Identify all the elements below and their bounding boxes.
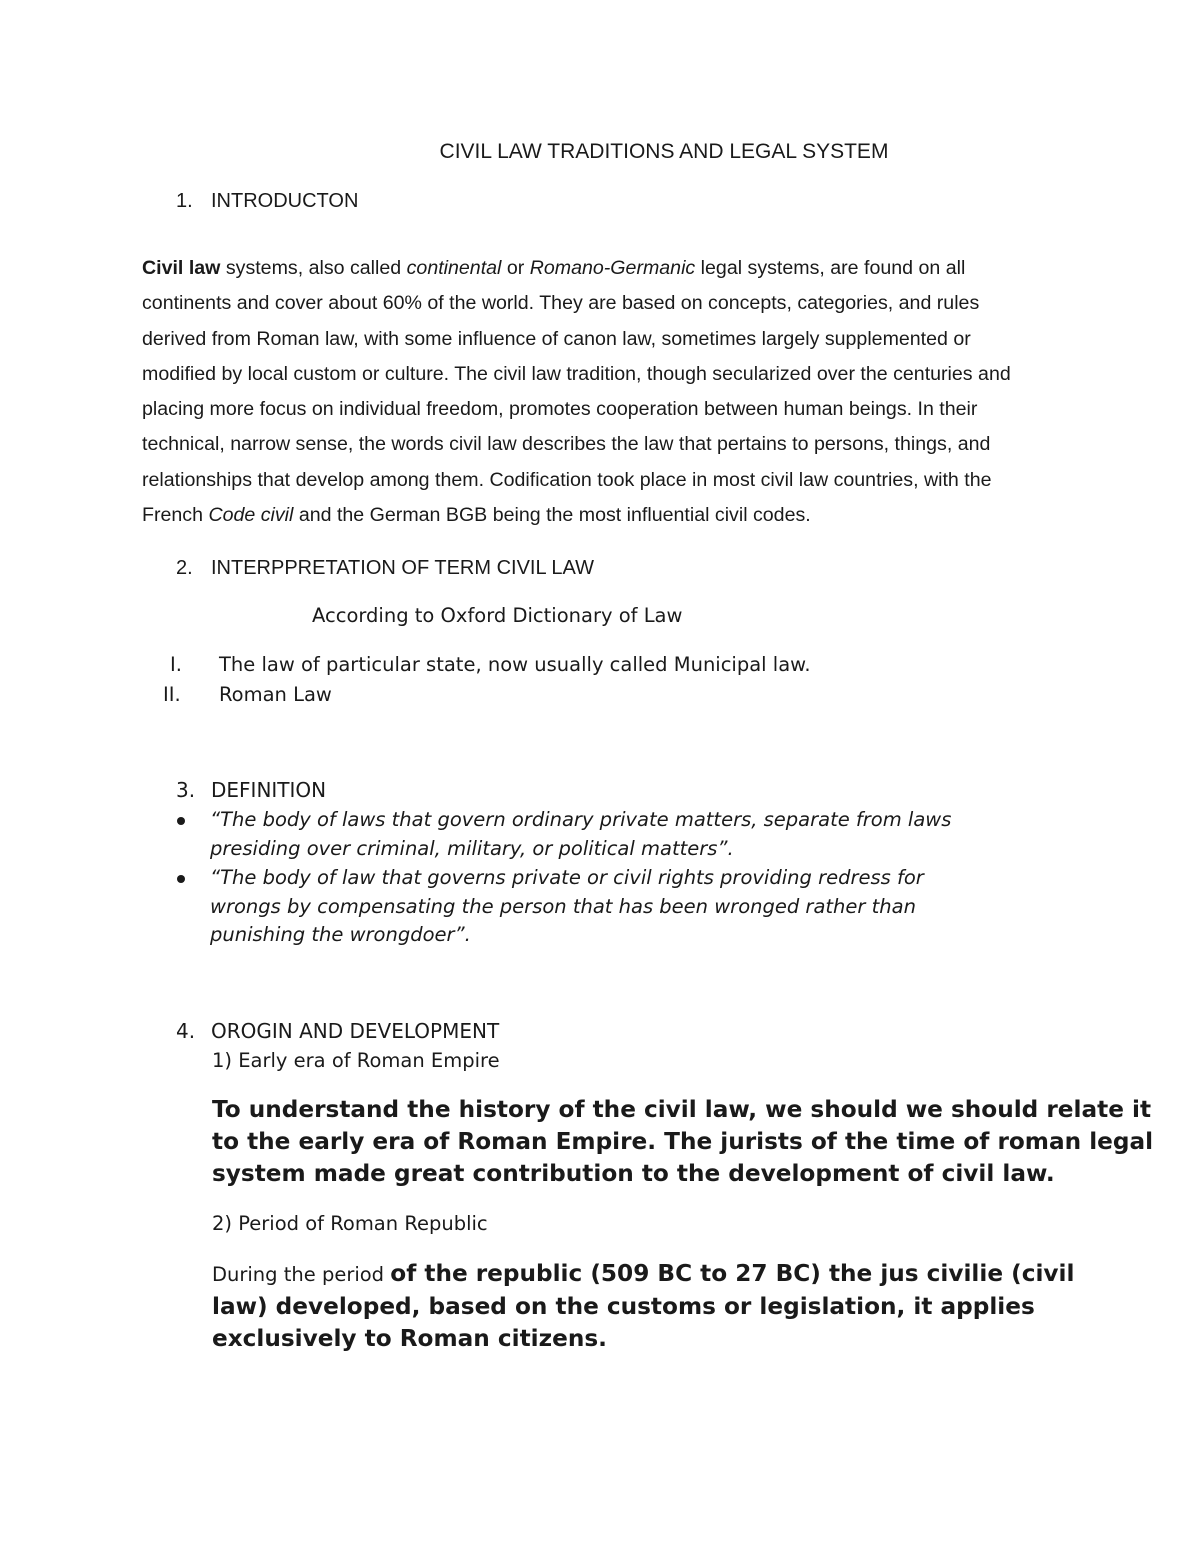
roman-item-2: Roman Law — [219, 683, 332, 706]
quote-2-line-3: punishing the wrongdoer”. — [210, 923, 471, 947]
bullet-dot-2 — [177, 875, 185, 883]
section-3-number: 3. — [176, 778, 196, 802]
section-3-heading: DEFINITION — [211, 778, 327, 802]
republic-line-2: law) developed, based on the customs or legislation, it applies — [212, 1293, 1035, 1320]
intro-line-7: relationships that develop among them. Codification took place in most civil law countries, with the — [142, 468, 992, 491]
continental-term: continental — [406, 257, 502, 279]
quote-2-line-2: wrongs by compensating the person that has been wronged rather than — [210, 894, 916, 918]
intro-line-1-part-a: systems, also called — [220, 257, 407, 279]
roman-marker-1: I. — [170, 653, 182, 676]
oxford-subheading: According to Oxford Dictionary of Law — [312, 604, 683, 627]
section-1-number: 1. — [176, 190, 193, 212]
intro-line-1-part-c: legal systems, are found on all — [695, 257, 966, 279]
intro-paragraph — [142, 251, 1072, 533]
section-4-heading: OROGIN AND DEVELOPMENT — [211, 1019, 500, 1043]
section-2-heading: INTERPPRETATION OF TERM CIVIL LAW — [211, 557, 594, 579]
subsection-2-label: 2) Period of Roman Republic — [212, 1212, 488, 1235]
quote-2-line-1: “The body of law that governs private or civil rights providing redress for — [210, 866, 924, 889]
romano-germanic-term: Romano-Germanic — [529, 257, 696, 279]
definition-quote-1 — [210, 806, 951, 863]
intro-line-8-part-a: French — [142, 504, 209, 527]
roman-marker-2: II. — [163, 683, 181, 706]
early-era-line-1: To understand the history of the civil law, we should we should relate it — [212, 1096, 1152, 1123]
republic-paragraph — [212, 1258, 1074, 1355]
intro-line-2: continents and cover about 60% of the world. They are based on concepts, categories, and rules — [142, 292, 980, 315]
quote-1-line-2: presiding over criminal, military, or political matters”. — [210, 836, 734, 860]
intro-line-3: derived from Roman law, with some influence of canon law, sometimes largely supplemented or — [142, 327, 971, 350]
definition-quote-2 — [210, 864, 924, 950]
republic-line-1-bold: of the republic (509 BC to 27 BC) the jus civilie (civil — [390, 1260, 1075, 1287]
republic-line-1 — [212, 1258, 1074, 1291]
intro-line-8-part-b: and the German BGB being the most influential civil codes. — [293, 504, 811, 527]
document-title: CIVIL LAW TRADITIONS AND LEGAL SYSTEM — [439, 140, 889, 163]
intro-line-4: modified by local custom or culture. The civil law tradition, though secularized over the centuries and — [142, 362, 1011, 385]
subsection-1-label: 1) Early era of Roman Empire — [212, 1049, 500, 1072]
intro-line-1 — [142, 251, 1072, 286]
republic-line-1-normal: During the period — [212, 1263, 391, 1286]
section-1-heading: INTRODUCTON — [211, 190, 359, 212]
code-civil-term: Code civil — [208, 504, 294, 527]
early-era-line-2: to the early era of Roman Empire. The jurists of the time of roman legal — [212, 1128, 1154, 1155]
intro-line-6: technical, narrow sense, the words civil law describes the law that pertains to persons, things, and — [142, 433, 991, 456]
bullet-dot-1 — [177, 817, 185, 825]
republic-line-3: exclusively to Roman citizens. — [212, 1325, 607, 1352]
section-2-number: 2. — [176, 557, 193, 579]
intro-line-8 — [142, 498, 1072, 533]
civil-law-term: Civil law — [142, 257, 221, 279]
early-era-paragraph — [212, 1094, 1153, 1190]
intro-line-5: placing more focus on individual freedom, promotes cooperation between human beings. In their — [142, 398, 978, 421]
roman-item-1: The law of particular state, now usually called Municipal law. — [219, 653, 811, 676]
section-4-number: 4. — [176, 1019, 196, 1043]
quote-1-line-1: “The body of laws that govern ordinary private matters, separate from laws — [210, 808, 952, 831]
intro-line-1-part-b: or — [501, 257, 530, 279]
early-era-line-3: system made great contribution to the development of civil law. — [212, 1160, 1055, 1187]
